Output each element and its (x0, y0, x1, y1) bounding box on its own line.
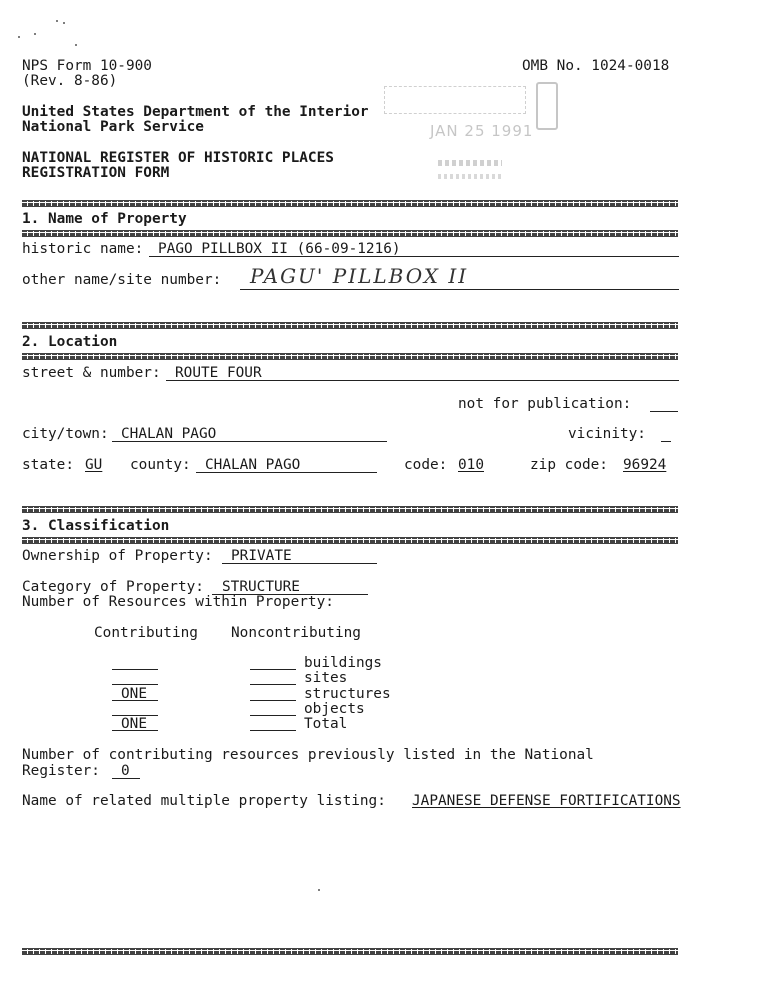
form-title: REGISTRATION FORM (22, 165, 170, 181)
zip-label: zip code: (530, 457, 608, 473)
total-label: Total (304, 716, 348, 732)
resources-label: Number of Resources within Property: (22, 594, 334, 610)
department-name: United States Department of the Interior (22, 104, 369, 120)
historic-name-value: PAGO PILLBOX II (66-09-1216) (158, 241, 401, 257)
ownership-value: PRIVATE (231, 548, 292, 564)
form-revision: (Rev. 8-86) (22, 73, 118, 89)
multiple-property-label: Name of related multiple property listing: (22, 793, 386, 809)
contributing-column-header: Contributing (94, 625, 198, 641)
previously-listed-value: 0 (121, 763, 130, 779)
divider-rule (22, 948, 678, 955)
noncontributing-buildings-line (250, 669, 296, 670)
contributing-total-value: ONE (121, 716, 147, 732)
category-label: Category of Property: (22, 579, 204, 595)
noncontributing-sites-line (250, 684, 296, 685)
historic-name-label: historic name: (22, 241, 144, 257)
category-value: STRUCTURE (222, 579, 300, 595)
contributing-structures-value: ONE (121, 686, 147, 702)
multiple-property-value: JAPANESE DEFENSE FORTIFICATIONS (412, 793, 681, 809)
structures-label: structures (304, 686, 391, 702)
county-value: CHALAN PAGO (205, 457, 301, 473)
contributing-sites-line (112, 684, 158, 685)
previously-listed-label-2: Register: (22, 763, 100, 779)
section-2-heading: 2. Location (22, 334, 118, 350)
vicinity-label: vicinity: (568, 426, 646, 442)
divider-rule (22, 506, 678, 513)
divider-rule (22, 353, 678, 360)
ownership-label: Ownership of Property: (22, 548, 213, 564)
code-label: code: (404, 457, 448, 473)
divider-rule (22, 322, 678, 329)
objects-label: objects (304, 701, 365, 717)
omb-number: OMB No. 1024-0018 (522, 58, 670, 74)
noncontributing-structures-line (250, 700, 296, 701)
not-for-publication-line (650, 411, 678, 412)
divider-rule (22, 200, 678, 207)
not-for-publication-label: not for publication: (458, 396, 632, 412)
divider-rule (22, 230, 678, 237)
noncontributing-objects-line (250, 715, 296, 716)
buildings-label: buildings (304, 655, 382, 671)
noncontributing-total-line (250, 730, 296, 731)
other-name-line (240, 289, 679, 290)
state-value: GU (85, 457, 103, 473)
city-value: CHALAN PAGO (121, 426, 217, 442)
service-name: National Park Service (22, 119, 204, 135)
form-number: NPS Form 10-900 (22, 58, 152, 74)
street-label: street & number: (22, 365, 161, 381)
register-title: NATIONAL REGISTER OF HISTORIC PLACES (22, 150, 334, 166)
other-name-handwritten-value: PAGU' PILLBOX II (250, 264, 469, 288)
vicinity-line (661, 441, 671, 442)
zip-value: 96924 (623, 457, 667, 473)
section-1-heading: 1. Name of Property (22, 211, 187, 227)
other-name-label: other name/site number: (22, 272, 222, 288)
stamp-date: JAN 25 1991 (430, 122, 534, 140)
city-label: city/town: (22, 426, 109, 442)
code-value: 010 (458, 457, 484, 473)
state-label: state: (22, 457, 74, 473)
sites-label: sites (304, 670, 348, 686)
noncontributing-column-header: Noncontributing (231, 625, 361, 641)
previously-listed-label: Number of contributing resources previously listed in the National (22, 747, 594, 763)
received-stamp (384, 78, 574, 190)
divider-rule (22, 537, 678, 544)
section-3-heading: 3. Classification (22, 518, 170, 534)
county-label: county: (130, 457, 191, 473)
street-value: ROUTE FOUR (175, 365, 262, 381)
contributing-buildings-line (112, 669, 158, 670)
